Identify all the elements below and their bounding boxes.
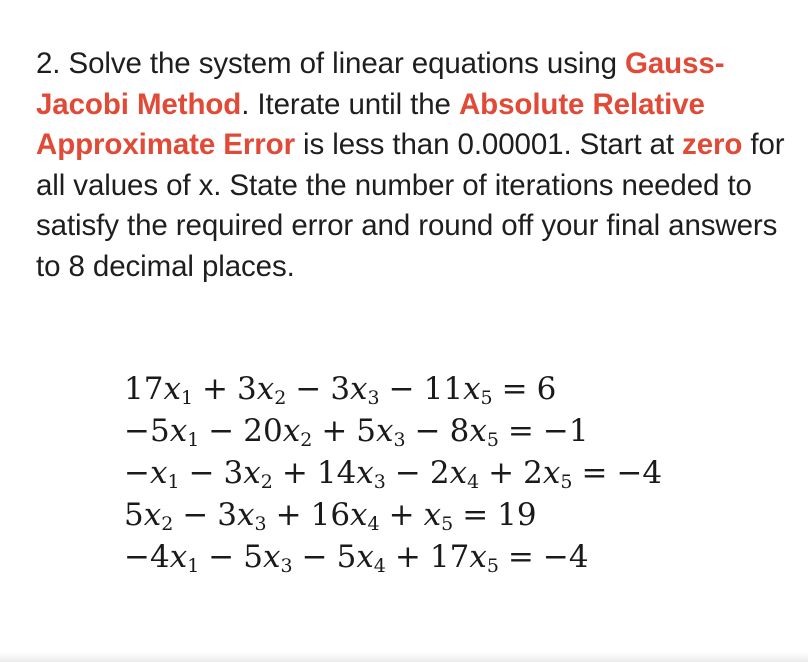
equation-term bbox=[150, 539, 199, 575]
equation-term bbox=[523, 455, 572, 491]
equation-1 bbox=[124, 368, 662, 410]
equation-term bbox=[124, 497, 173, 533]
highlight-method: Gauss-Jacobi Method bbox=[36, 47, 725, 121]
operator: − bbox=[124, 455, 150, 491]
equation-term bbox=[424, 371, 493, 407]
equation-term bbox=[330, 371, 379, 407]
equation-term bbox=[150, 413, 199, 449]
operator: − bbox=[182, 497, 209, 533]
equation-term bbox=[430, 539, 499, 575]
variable-index: 3 bbox=[254, 513, 267, 535]
operator: + bbox=[202, 371, 229, 407]
variable: x bbox=[463, 371, 481, 407]
variable: x bbox=[237, 497, 255, 533]
coefficient: 8 bbox=[449, 413, 470, 449]
variable: x bbox=[376, 413, 394, 449]
variable: x bbox=[469, 539, 487, 575]
equation-term bbox=[311, 497, 380, 533]
variable-index: 4 bbox=[373, 555, 386, 577]
right-hand-side: −4 bbox=[542, 539, 589, 575]
equation-term bbox=[124, 371, 193, 407]
problem-text-2: . Iterate until the bbox=[241, 87, 459, 121]
equals-sign: = bbox=[462, 497, 489, 533]
variable-index: 3 bbox=[393, 429, 406, 451]
variable-index: 5 bbox=[486, 555, 499, 577]
coefficient: 5 bbox=[149, 413, 170, 449]
operator: + bbox=[488, 455, 515, 491]
variable-index: 1 bbox=[167, 471, 180, 493]
operator: − bbox=[388, 371, 415, 407]
variable: x bbox=[143, 497, 162, 533]
coefficient: 2 bbox=[523, 455, 543, 491]
operator: − bbox=[124, 539, 150, 575]
variable-index: 5 bbox=[560, 471, 573, 493]
operator: + bbox=[394, 539, 421, 575]
coefficient: 5 bbox=[336, 539, 357, 575]
operator: + bbox=[281, 455, 308, 491]
variable: x bbox=[423, 497, 442, 533]
equation-3 bbox=[124, 452, 662, 494]
coefficient: 4 bbox=[149, 539, 170, 575]
equation-term bbox=[237, 371, 286, 407]
problem-text-1: 2. Solve the system of linear equations using bbox=[36, 47, 626, 80]
variable: x bbox=[350, 371, 368, 407]
equation-term bbox=[356, 413, 405, 449]
operator: − bbox=[208, 539, 235, 575]
variable-index: 2 bbox=[260, 471, 273, 493]
coefficient: 3 bbox=[217, 497, 238, 533]
equation-term bbox=[430, 455, 479, 491]
operator: + bbox=[275, 497, 302, 533]
bottom-edge bbox=[0, 652, 808, 662]
operator: − bbox=[301, 539, 328, 575]
equation-term bbox=[243, 413, 312, 449]
coefficient: 14 bbox=[316, 455, 357, 491]
variable-index: 2 bbox=[300, 429, 313, 451]
variable-index: 1 bbox=[180, 387, 194, 409]
variable-index: 1 bbox=[187, 429, 200, 451]
operator: − bbox=[394, 455, 421, 491]
problem-text-4: for all values of x. State the number of iterations needed to satisfy the required error and round off your final answers to 8 decimal places. bbox=[36, 128, 785, 283]
equation-4 bbox=[124, 494, 662, 536]
variable-index: 4 bbox=[467, 471, 480, 493]
coefficient: 5 bbox=[243, 539, 264, 575]
equation-5 bbox=[124, 536, 662, 578]
variable: x bbox=[449, 455, 468, 491]
variable: x bbox=[356, 539, 374, 575]
problem-text-3: is less than 0.00001. Start at bbox=[294, 128, 683, 161]
variable-index: 5 bbox=[441, 513, 454, 535]
equals-sign: = bbox=[581, 455, 608, 491]
coefficient: 5 bbox=[124, 497, 144, 533]
equation-term bbox=[224, 455, 273, 491]
variable-index: 5 bbox=[480, 387, 493, 409]
coefficient: 2 bbox=[429, 455, 450, 491]
equation-system bbox=[124, 368, 662, 578]
equation-term bbox=[150, 455, 180, 491]
equals-sign: = bbox=[507, 413, 534, 449]
coefficient: 20 bbox=[243, 413, 283, 449]
variable: x bbox=[469, 413, 487, 449]
operator: + bbox=[321, 413, 348, 449]
variable: x bbox=[282, 413, 301, 449]
equation-term bbox=[450, 413, 499, 449]
variable-index: 1 bbox=[187, 555, 200, 577]
variable: x bbox=[356, 455, 374, 491]
variable-index: 3 bbox=[280, 555, 293, 577]
variable: x bbox=[149, 455, 168, 491]
variable-index: 3 bbox=[367, 387, 380, 409]
coefficient: 17 bbox=[429, 539, 470, 575]
highlight-start-value: zero bbox=[682, 128, 743, 161]
variable: x bbox=[163, 371, 181, 407]
variable-index: 4 bbox=[367, 513, 380, 535]
operator: + bbox=[388, 497, 415, 533]
equation-term bbox=[337, 539, 386, 575]
right-hand-side: −4 bbox=[616, 455, 663, 491]
equation-term bbox=[424, 497, 454, 533]
operator: − bbox=[208, 413, 235, 449]
variable: x bbox=[350, 497, 368, 533]
equation-term bbox=[317, 455, 386, 491]
right-hand-side: −1 bbox=[542, 413, 589, 449]
coefficient: 11 bbox=[423, 371, 464, 407]
equation-term bbox=[243, 539, 292, 575]
variable-index: 2 bbox=[161, 513, 174, 535]
operator: − bbox=[414, 413, 441, 449]
operator: − bbox=[188, 455, 215, 491]
coefficient: 16 bbox=[310, 497, 351, 533]
variable: x bbox=[542, 455, 561, 491]
equation-term bbox=[217, 497, 266, 533]
variable: x bbox=[243, 455, 261, 491]
coefficient: 3 bbox=[237, 371, 257, 407]
variable-index: 2 bbox=[274, 387, 287, 409]
equals-sign: = bbox=[501, 371, 528, 407]
variable: x bbox=[169, 413, 188, 449]
operator: − bbox=[295, 371, 322, 407]
variable: x bbox=[169, 539, 188, 575]
operator: − bbox=[124, 413, 150, 449]
highlight-error-criterion: Absolute Relative Approximate Error bbox=[36, 87, 705, 161]
coefficient: 3 bbox=[223, 455, 244, 491]
variable-index: 5 bbox=[486, 429, 499, 451]
right-hand-side: 6 bbox=[536, 371, 557, 407]
coefficient: 3 bbox=[330, 371, 351, 407]
variable: x bbox=[263, 539, 281, 575]
right-hand-side: 19 bbox=[497, 497, 537, 533]
variable-index: 3 bbox=[373, 471, 386, 493]
coefficient: 5 bbox=[356, 413, 377, 449]
equals-sign: = bbox=[507, 539, 534, 575]
coefficient: 17 bbox=[124, 371, 164, 407]
problem-statement bbox=[36, 44, 796, 287]
variable: x bbox=[256, 371, 275, 407]
equation-2 bbox=[124, 410, 662, 452]
